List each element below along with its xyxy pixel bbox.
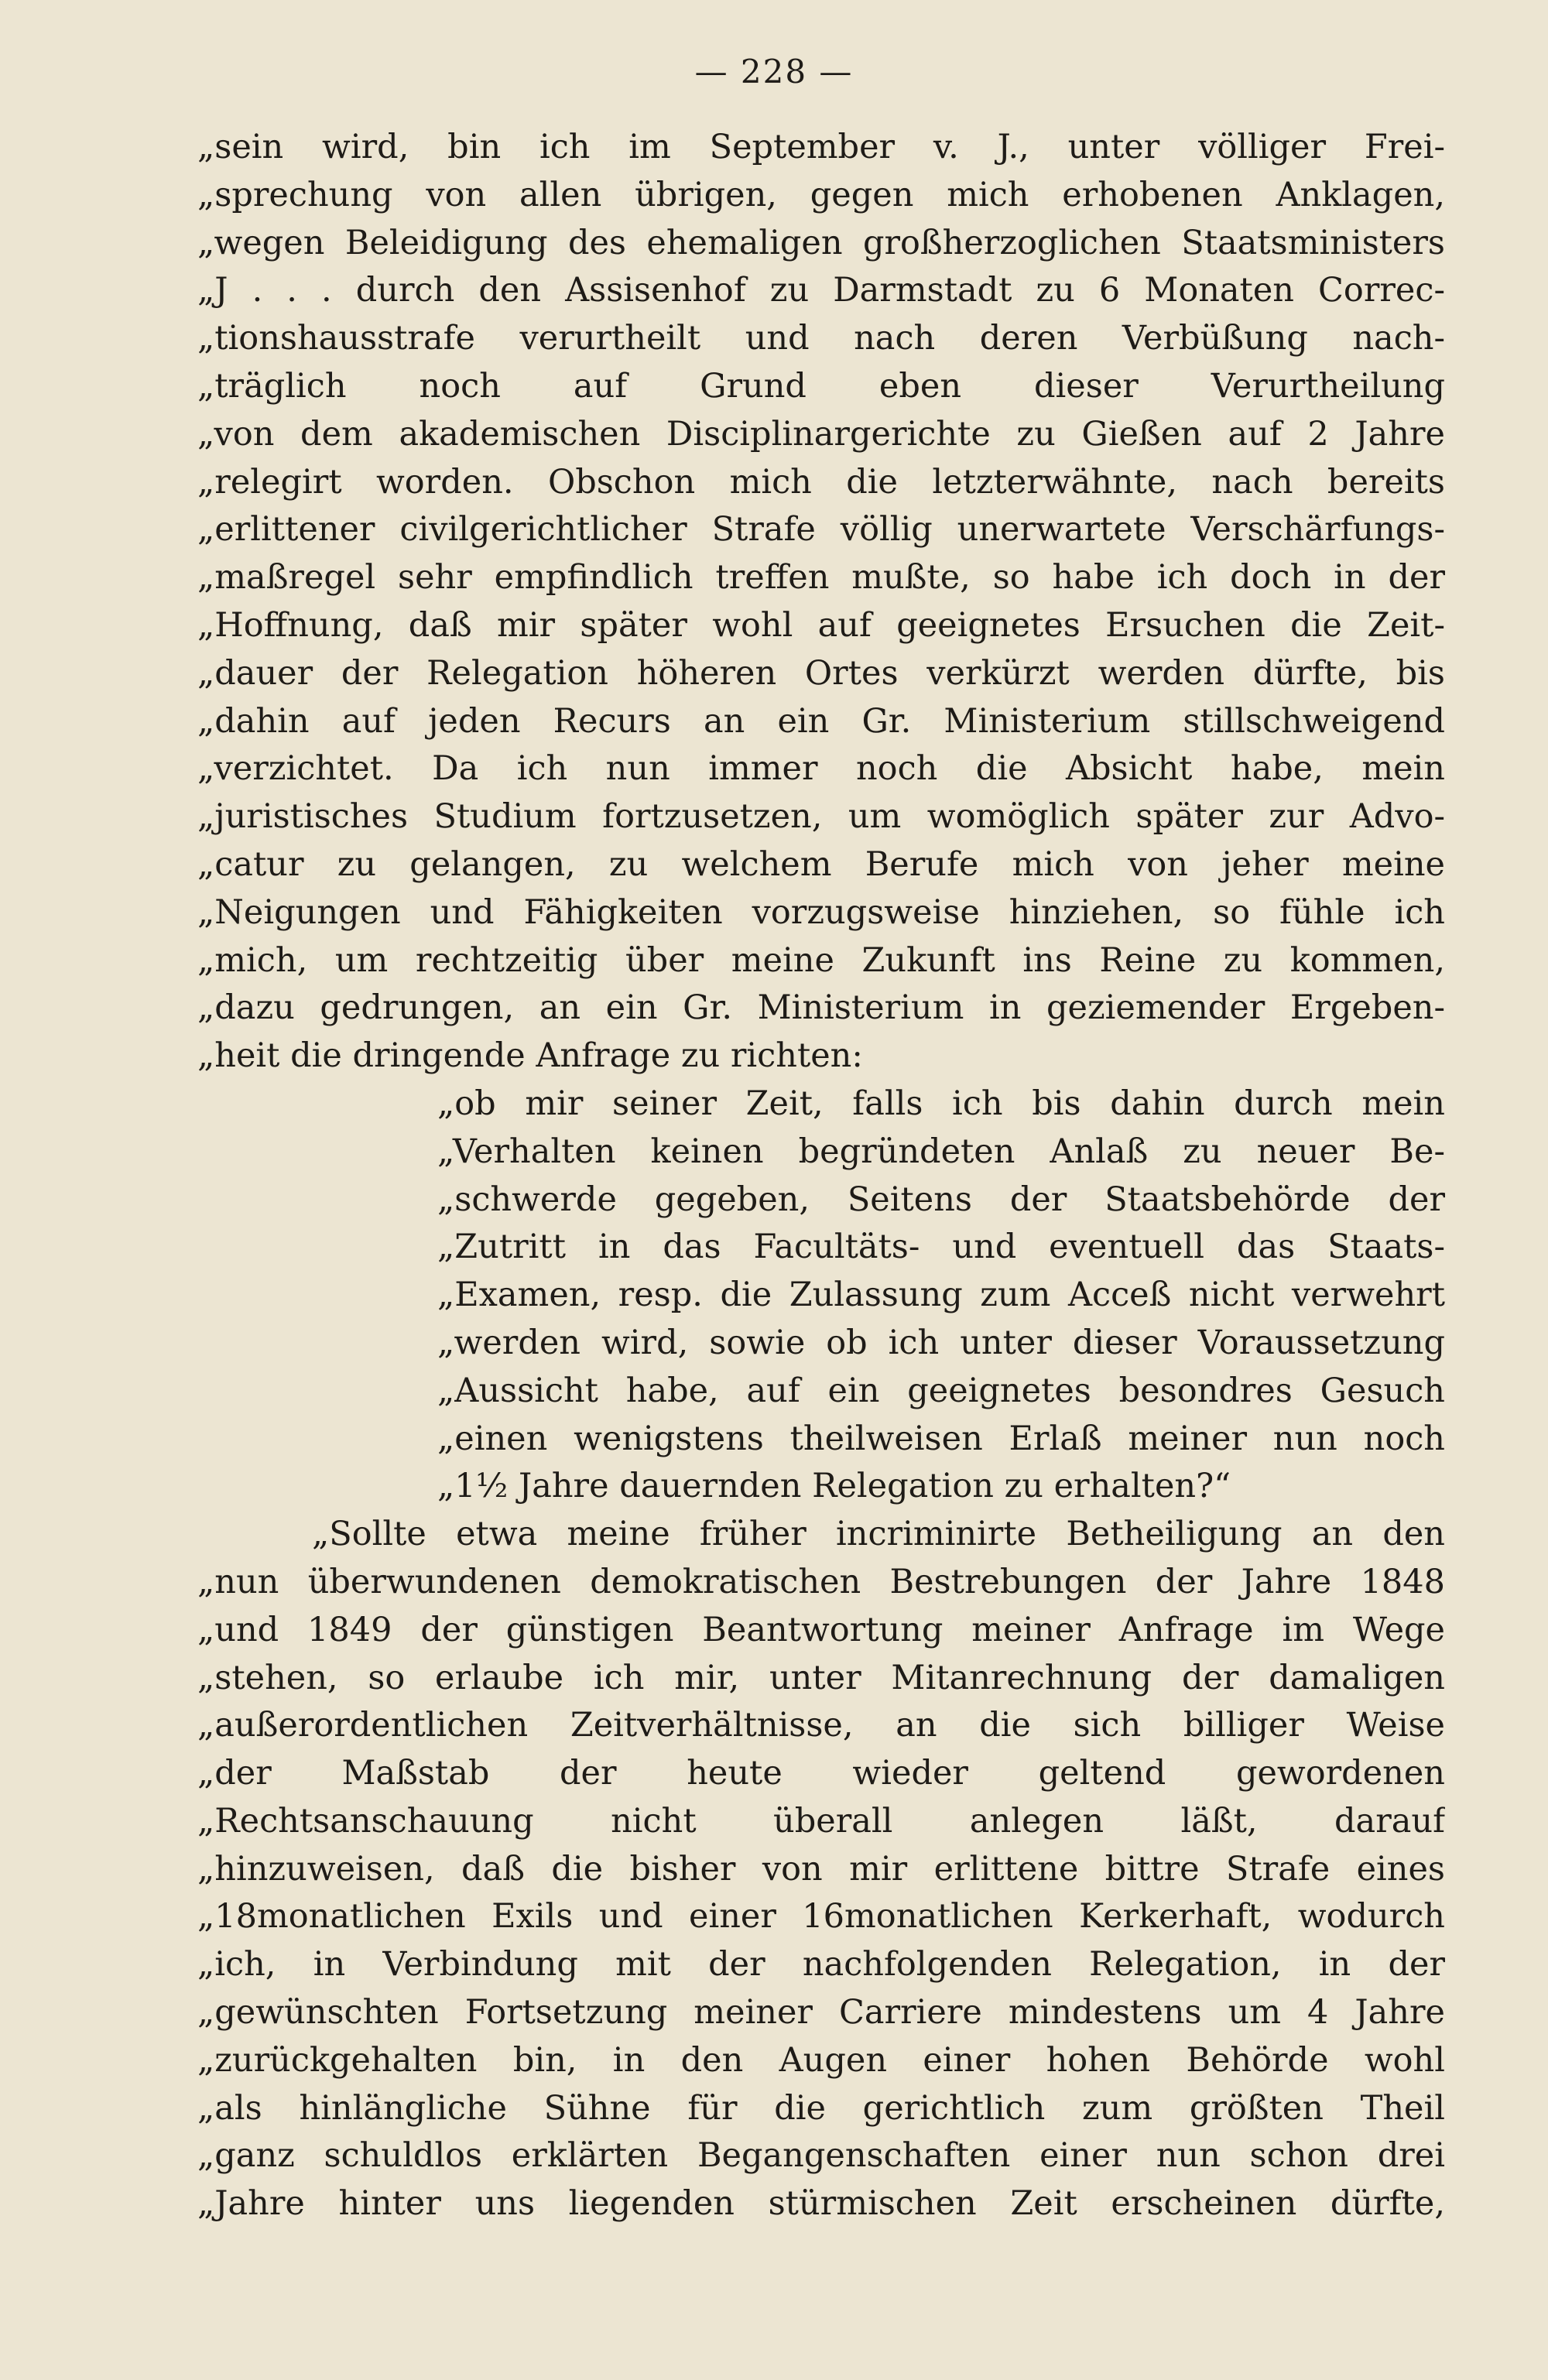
text-line: „erlittener civilgerichtlicher Strafe völlig unerwartete Verschärfungs- <box>197 510 1445 550</box>
body-text <box>197 124 1445 2228</box>
text-line: „gewünschten Fortsetzung meiner Carriere mindestens um 4 Jahre <box>197 1993 1445 2032</box>
quoted-line: „ob mir seiner Zeit, falls ich bis dahin durch mein <box>437 1084 1445 1123</box>
text-line: „Rechtsanschauung nicht überall anlegen läßt, darauf <box>197 1801 1445 1841</box>
text-line: „außerordentlichen Zeitverhältnisse, an die sich billiger Weise <box>197 1706 1445 1745</box>
text-line: „relegirt worden. Obschon mich die letzterwähnte, nach bereits <box>197 462 1445 502</box>
quoted-line: „1½ Jahre dauernden Relegation zu erhalten?“ <box>437 1467 1231 1506</box>
text-line: „Jahre hinter uns liegenden stürmischen Zeit erscheinen dürfte, <box>197 2184 1445 2224</box>
text-line: „mich, um rechtzeitig über meine Zukunft ins Reine zu kommen, <box>197 940 1445 980</box>
text-line: „verzichtet. Da ich nun immer noch die Absicht habe, mein <box>197 749 1445 789</box>
text-line: „ganz schuldlos erklärten Begangenschaften einer nun schon drei <box>197 2136 1445 2176</box>
text-line: „der Maßstab der heute wieder geltend gewordenen <box>197 1754 1445 1793</box>
quoted-line: „Aussicht habe, auf ein geeignetes besondres Gesuch <box>437 1371 1445 1410</box>
text-line: „maßregel sehr empfindlich treffen mußte, so habe ich doch in der <box>197 558 1445 598</box>
text-line: „18monatlichen Exils und einer 16monatlichen Kerkerhaft, wodurch <box>197 1897 1445 1937</box>
text-line: „Hoffnung, daß mir später wohl auf geeignetes Ersuchen die Zeit- <box>197 605 1445 645</box>
text-line: „juristisches Studium fortzusetzen, um womöglich später zur Advo- <box>197 797 1445 837</box>
text-line: „Neigungen und Fähigkeiten vorzugsweise hinziehen, so fühle ich <box>197 892 1445 932</box>
text-line: „dazu gedrungen, an ein Gr. Ministerium in geziemender Ergeben- <box>197 988 1445 1028</box>
text-line: „catur zu gelangen, zu welchem Berufe mich von jeher meine <box>197 844 1445 884</box>
text-line: „ich, in Verbindung mit der nachfolgenden Relegation, in der <box>197 1945 1445 1984</box>
text-line: „stehen, so erlaube ich mir, unter Mitanrechnung der damaligen <box>197 1658 1445 1697</box>
quoted-line: „einen wenigstens theilweisen Erlaß meiner nun noch <box>437 1419 1445 1458</box>
text-line: „heit die dringende Anfrage zu richten: <box>197 1036 863 1076</box>
text-line: „hinzuweisen, daß die bisher von mir erlittene bittre Strafe eines <box>197 1849 1445 1889</box>
text-line: „dauer der Relegation höheren Ortes verkürzt werden dürfte, bis <box>197 653 1445 693</box>
text-line: „zurückgehalten bin, in den Augen einer hohen Behörde wohl <box>197 2040 1445 2080</box>
text-line: „von dem akademischen Disciplinargerichte zu Gießen auf 2 Jahre <box>197 414 1445 454</box>
quoted-line: „Examen, resp. die Zulassung zum Acceß nicht verwehrt <box>437 1276 1445 1315</box>
text-line: „Sollte etwa meine früher incriminirte Betheiligung an den <box>312 1515 1445 1554</box>
text-line: „sprechung von allen übrigen, gegen mich erhobenen Anklagen, <box>197 175 1445 214</box>
quoted-line: „schwerde gegeben, Seitens der Staatsbehörde der <box>437 1180 1445 1219</box>
text-line: „nun überwundenen demokratischen Bestrebungen der Jahre 1848 <box>197 1562 1445 1601</box>
quoted-line: „Verhalten keinen begründeten Anlaß zu neuer Be- <box>437 1132 1445 1171</box>
page-number: — 228 — <box>694 53 854 91</box>
quoted-line: „werden wird, sowie ob ich unter dieser Voraussetzung <box>437 1323 1445 1362</box>
text-line: „tionshausstrafe verurtheilt und nach deren Verbüßung nach- <box>197 319 1445 358</box>
quoted-line: „Zutritt in das Facultäts- und eventuell das Staats- <box>437 1228 1445 1267</box>
text-line: „J . . . durch den Assisenhof zu Darmstadt zu 6 Monaten Correc- <box>197 271 1445 310</box>
text-line: „träglich noch auf Grund eben dieser Verurtheilung <box>197 366 1445 406</box>
text-line: „und 1849 der günstigen Beantwortung meiner Anfrage im Wege <box>197 1610 1445 1649</box>
text-line: „als hinlängliche Sühne für die gerichtlich zum größten Theil <box>197 2088 1445 2128</box>
text-line: „wegen Beleidigung des ehemaligen großherzoglichen Staatsministers <box>197 223 1445 262</box>
text-line: „dahin auf jeden Recurs an ein Gr. Ministerium stillschweigend <box>197 701 1445 741</box>
text-line: „sein wird, bin ich im September v. J., unter völliger Frei- <box>197 128 1445 166</box>
